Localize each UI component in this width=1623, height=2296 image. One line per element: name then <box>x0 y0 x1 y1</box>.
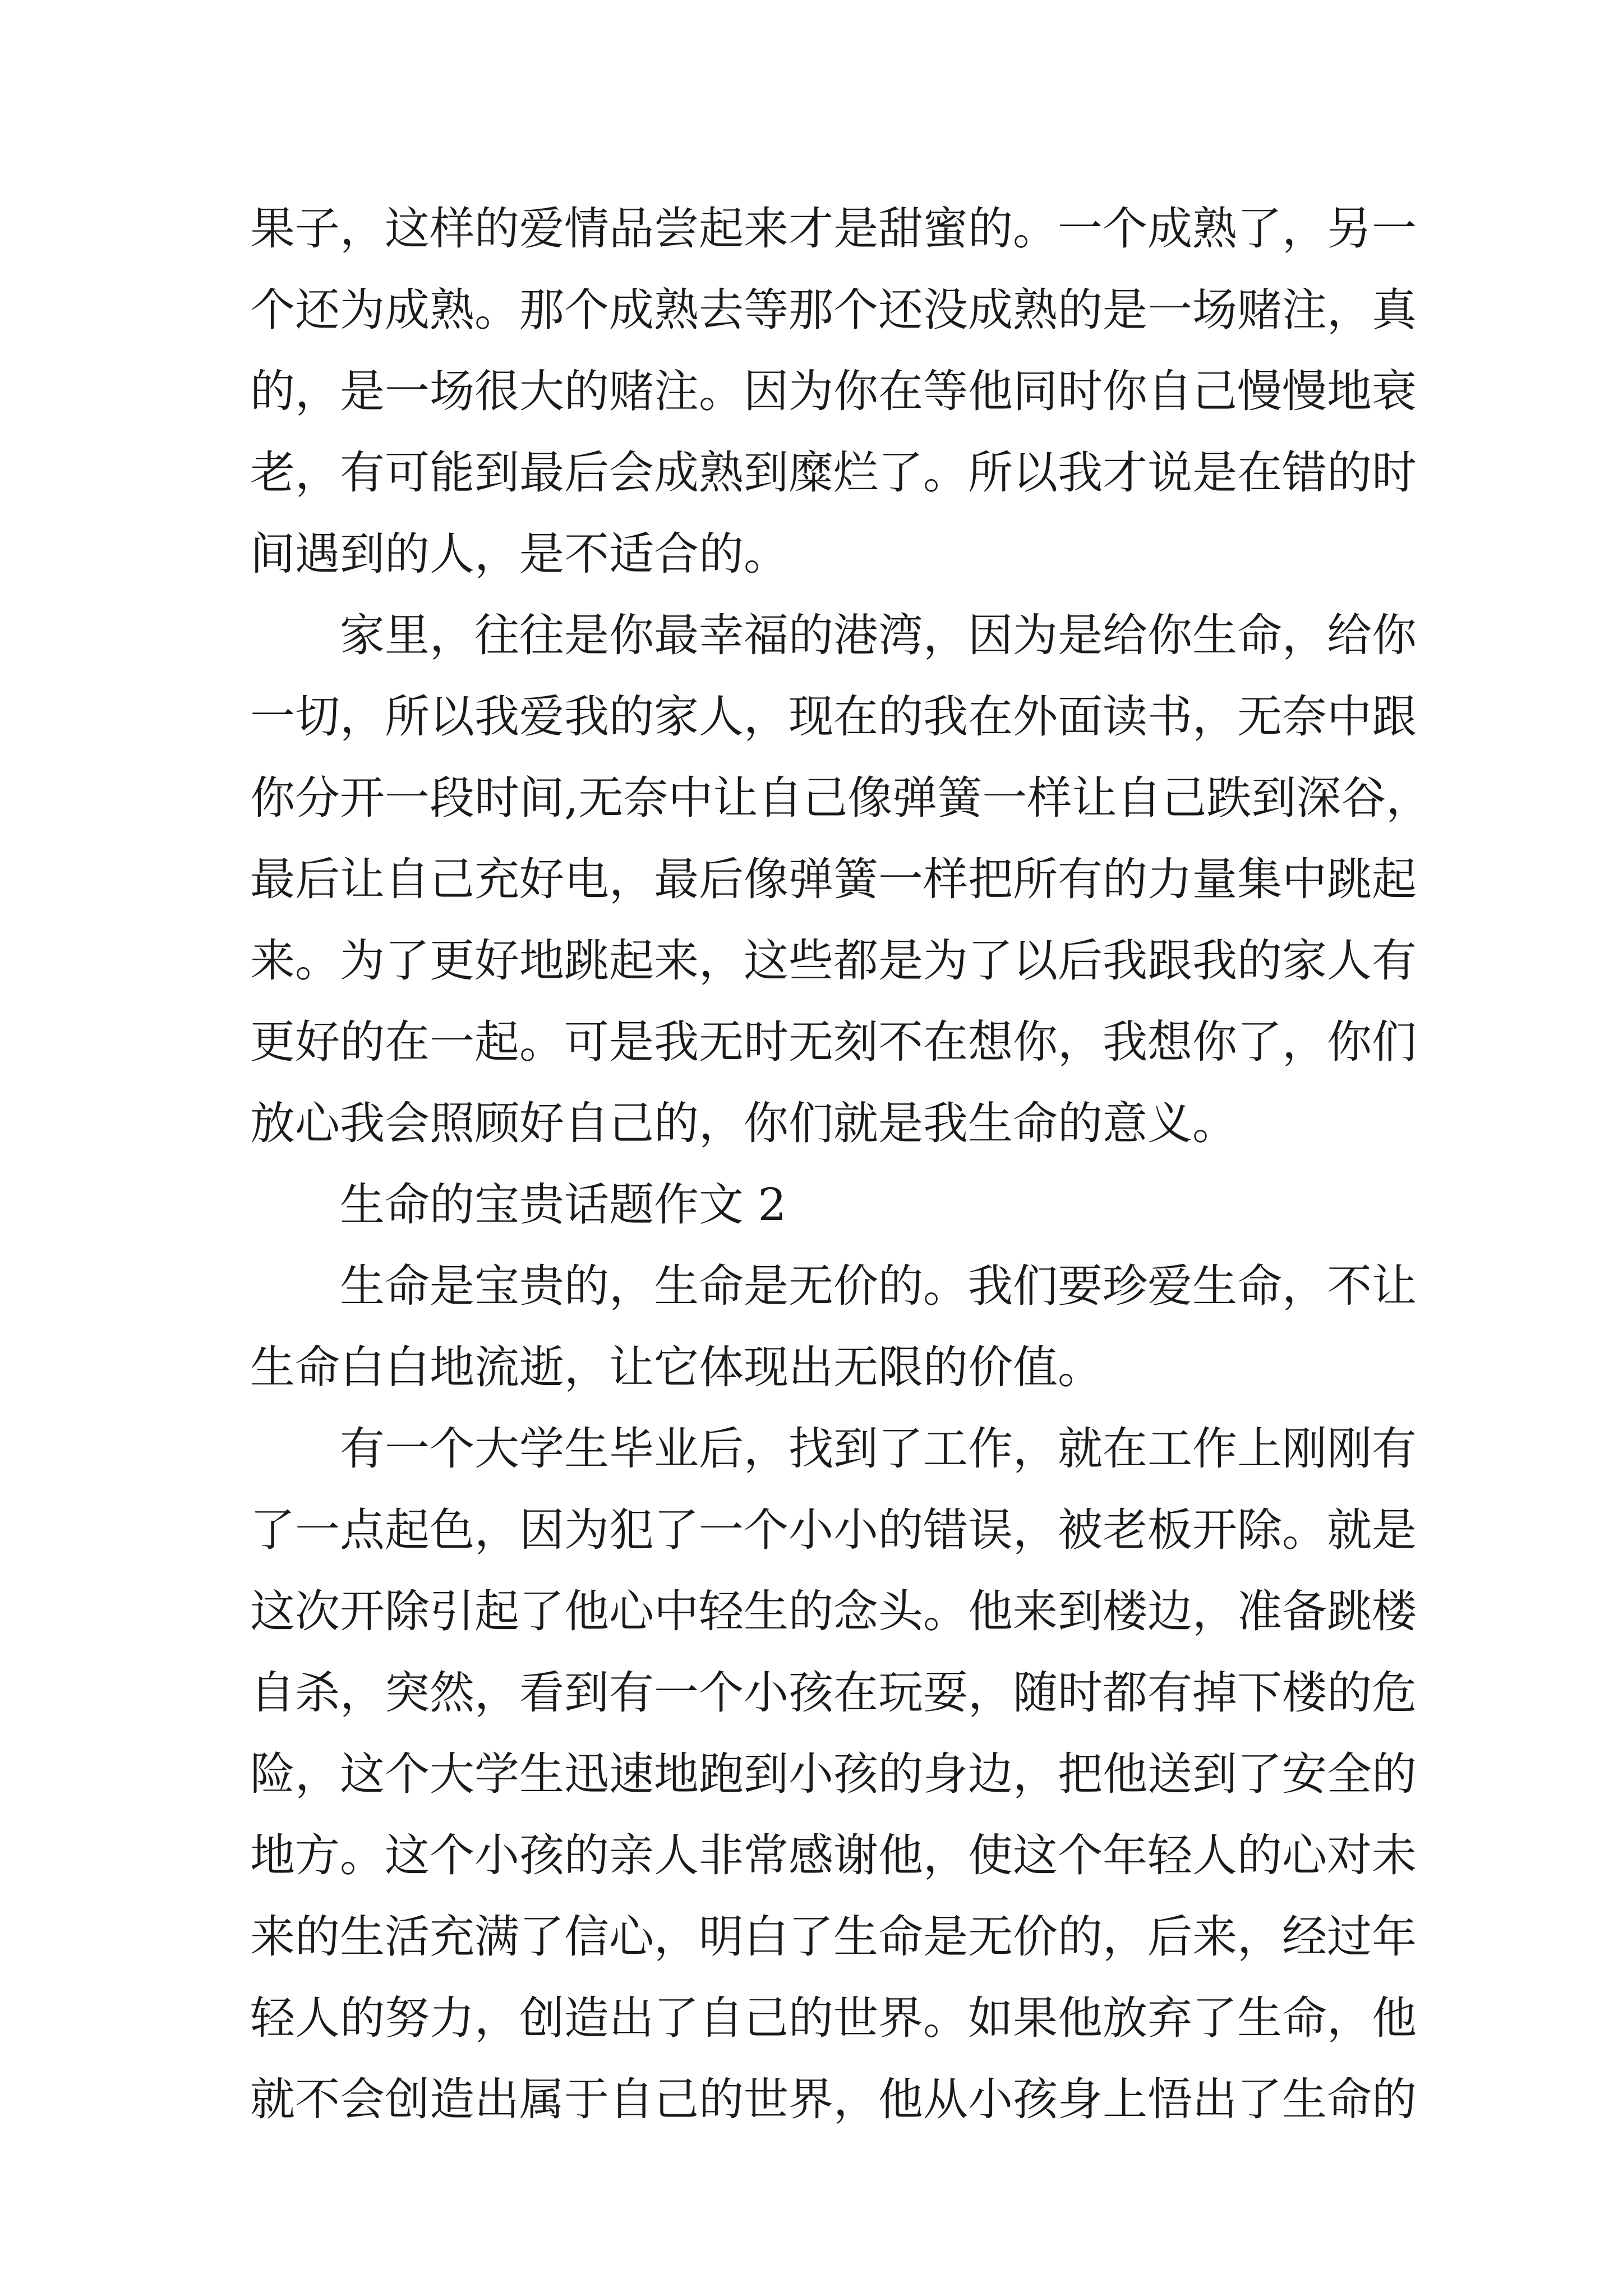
text-line: 险，这个大学生迅速地跑到小孩的身边，把他送到了安全的 <box>250 1748 1417 1800</box>
text-line: 地方。这个小孩的亲人非常感谢他，使这个年轻人的心对未 <box>250 1829 1417 1881</box>
paragraph-first-line: 生命是宝贵的，生命是无价的。我们要珍爱生命，不让 <box>340 1260 1417 1312</box>
text-line: 来。为了更好地跳起来，这些都是为了以后我跟我的家人有 <box>250 935 1417 987</box>
document-body <box>250 188 1431 2140</box>
text-line: 更好的在一起。可是我无时无刻不在想你，我想你了，你们 <box>250 1016 1417 1068</box>
text-line: 这次开除引起了他心中轻生的念头。他来到楼边，准备跳楼 <box>250 1585 1417 1637</box>
text-line: 了一点起色，因为犯了一个小小的错误，被老板开除。就是 <box>250 1504 1417 1556</box>
text-line: 来的生活充满了信心，明白了生命是无价的，后来，经过年 <box>250 1911 1417 1963</box>
text-line: 你分开一段时间,无奈中让自己像弹簧一样让自己跌到深谷， <box>250 772 1431 824</box>
text-line: 的，是一场很大的赌注。因为你在等他同时你自己慢慢地衰 <box>250 365 1417 417</box>
text-line: 最后让自己充好电，最后像弹簧一样把所有的力量集中跳起 <box>250 853 1417 905</box>
section-heading: 生命的宝贵话题作文 2 <box>340 1179 787 1231</box>
text-line: 自杀，突然，看到有一个小孩在玩耍，随时都有掉下楼的危 <box>250 1667 1417 1719</box>
text-line: 放心我会照顾好自己的，你们就是我生命的意义。 <box>250 1097 1237 1149</box>
text-line: 间遇到的人，是不适合的。 <box>250 528 789 580</box>
text-line: 老，有可能到最后会成熟到糜烂了。所以我才说是在错的时 <box>250 447 1417 499</box>
paragraph-first-line: 有一个大学生毕业后，找到了工作，就在工作上刚刚有 <box>340 1423 1417 1475</box>
text-line: 一切，所以我爱我的家人，现在的我在外面读书，无奈中跟 <box>250 691 1417 743</box>
text-line: 轻人的努力，创造出了自己的世界。如果他放弃了生命，他 <box>250 1992 1417 2044</box>
text-line: 果子，这样的爱情品尝起来才是甜蜜的。一个成熟了，另一 <box>250 203 1417 255</box>
text-line: 就不会创造出属于自己的世界，他从小孩身上悟出了生命的 <box>250 2073 1417 2125</box>
text-line: 生命白白地流逝，让它体现出无限的价值。 <box>250 1341 1103 1393</box>
text-line: 个还为成熟。那个成熟去等那个还没成熟的是一场赌注，真 <box>250 284 1417 336</box>
paragraph-first-line: 家里，往往是你最幸福的港湾，因为是给你生命，给你 <box>340 609 1417 661</box>
